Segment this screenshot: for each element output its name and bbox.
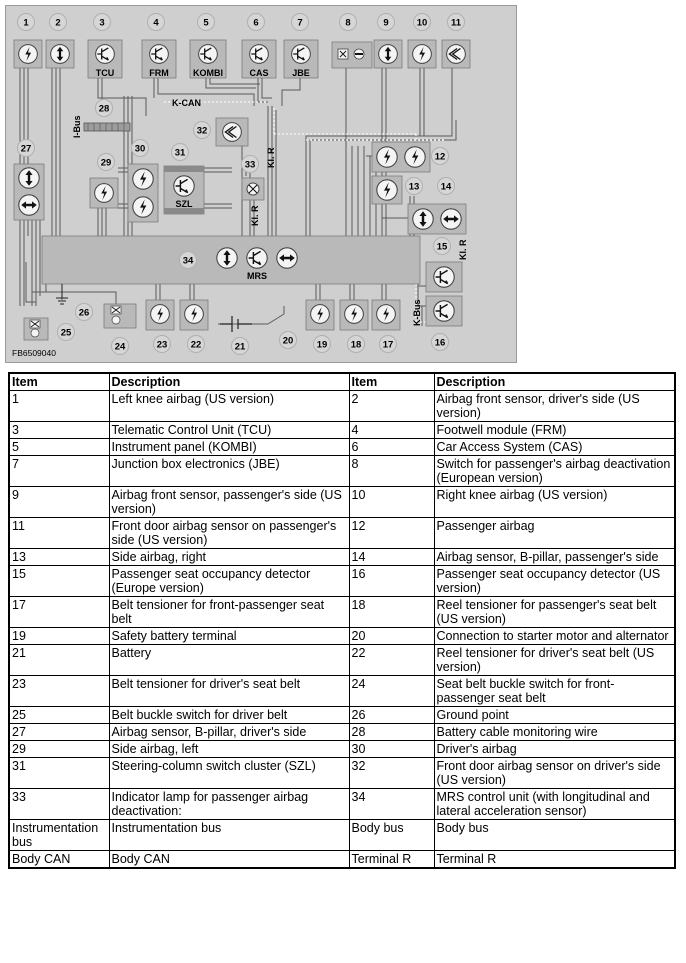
legend-item-number: 14	[349, 549, 434, 566]
callout-number: 6	[253, 17, 259, 29]
legend-description: Instrument panel (KOMBI)	[109, 439, 349, 456]
callout-number: 10	[416, 17, 428, 29]
passenger-reel-tensioner-icon	[345, 305, 364, 324]
callout-number: 9	[383, 17, 389, 29]
legend-item-number: 32	[349, 758, 434, 789]
legend-description: Battery	[109, 645, 349, 676]
frm-label: FRM	[149, 68, 169, 78]
legend-description: Right knee airbag (US version)	[434, 487, 675, 518]
kombi-label: KOMBI	[193, 68, 223, 78]
legend-item-number: 5	[9, 439, 109, 456]
kombi-icon	[199, 45, 218, 64]
ground-point-icon	[56, 284, 68, 304]
legend-item-number: 21	[9, 645, 109, 676]
legend-description: Airbag sensor, B-pillar, passenger's side	[434, 549, 675, 566]
legend-item-number: 8	[349, 456, 434, 487]
mrs-control-unit	[42, 236, 420, 284]
legend-description: Steering-column switch cluster (SZL)	[109, 758, 349, 789]
legend-item-number: 7	[9, 456, 109, 487]
legend-description: Footwell module (FRM)	[434, 422, 675, 439]
legend-description: Airbag front sensor, passenger's side (US version)	[109, 487, 349, 518]
legend-item-number: 17	[9, 597, 109, 628]
callout-number: 1	[23, 17, 29, 29]
table-row	[9, 597, 675, 628]
callout-number: 16	[434, 337, 446, 349]
legend-item-number: 31	[9, 758, 109, 789]
legend-item-number: 18	[349, 597, 434, 628]
passenger-airbag-1-icon	[377, 147, 397, 167]
table-row	[9, 422, 675, 439]
legend-item-number: 29	[9, 741, 109, 758]
frm-icon	[150, 45, 169, 64]
callout-number: 15	[436, 241, 448, 253]
legend-item-number: 25	[9, 707, 109, 724]
cas-label: CAS	[249, 68, 269, 78]
callout-number: 18	[350, 339, 362, 351]
table-row	[9, 549, 675, 566]
battery-cable-monitor	[84, 123, 130, 131]
callout-number: 11	[450, 17, 462, 29]
table-row	[9, 518, 675, 549]
legend-description: Belt buckle switch for driver belt	[109, 707, 349, 724]
table-row	[9, 628, 675, 645]
szl-label: SZL	[175, 199, 193, 209]
legend-description: Reel tensioner for driver's seat belt (US version)	[434, 645, 675, 676]
legend-description: Airbag sensor, B-pillar, driver's side	[109, 724, 349, 741]
legend-description: Connection to starter motor and alternator	[434, 628, 675, 645]
k-can-label: K-CAN	[172, 98, 201, 108]
jbe-icon	[292, 45, 311, 64]
callout-number: 8	[345, 17, 351, 29]
b-pillar-sensor-passenger-lat-icon	[441, 209, 461, 229]
callout-number: 17	[382, 339, 394, 351]
legend-item-number: 15	[9, 566, 109, 597]
right-knee-airbag-icon	[413, 45, 432, 64]
passenger-airbag-2-icon	[405, 147, 425, 167]
header-description-2: Description	[434, 373, 675, 391]
legend-item-number: 3	[9, 422, 109, 439]
callout-number: 22	[190, 339, 202, 351]
airbag-indicator-lamp-icon	[247, 183, 259, 195]
legend-description: Driver's airbag	[434, 741, 675, 758]
callout-number: 29	[100, 157, 112, 169]
cas-icon	[250, 45, 269, 64]
table-row	[9, 487, 675, 518]
mrs-lat-sensor-icon	[277, 248, 297, 268]
legend-item-number: 34	[349, 789, 434, 820]
front-sensor-passenger-icon	[379, 45, 398, 64]
legend-description: Passenger seat occupancy detector (Europe version)	[109, 566, 349, 597]
legend-item-number: 6	[349, 439, 434, 456]
b-pillar-sensor-driver-long-icon	[19, 168, 39, 188]
legend-description: Body CAN	[109, 851, 349, 869]
legend-item-number: 30	[349, 741, 434, 758]
k-bus-label: K-Bus	[412, 299, 422, 326]
front-sensor-driver-icon	[51, 45, 70, 64]
callout-number: 30	[134, 143, 146, 155]
seat-occupancy-us-icon	[434, 301, 454, 321]
callout-number: 32	[196, 125, 208, 137]
b-pillar-sensor-driver-lat-icon	[19, 195, 39, 215]
legend-description: MRS control unit (with longitudinal and lateral acceleration sensor)	[434, 789, 675, 820]
legend-description: Passenger seat occupancy detector (US version)	[434, 566, 675, 597]
legend-description: Safety battery terminal	[109, 628, 349, 645]
table-row	[9, 724, 675, 741]
legend-description: Airbag front sensor, driver's side (US version)	[434, 391, 675, 422]
table-row	[9, 391, 675, 422]
legend-item-number: 23	[9, 676, 109, 707]
callout-number: 3	[99, 17, 105, 29]
legend-description: Left knee airbag (US version)	[109, 391, 349, 422]
legend-item-number: 13	[9, 549, 109, 566]
callout-number: 33	[244, 159, 256, 171]
jbe-label: JBE	[292, 68, 310, 78]
legend-description: Front door airbag sensor on driver's side (US version)	[434, 758, 675, 789]
legend-body	[9, 391, 675, 869]
legend-item-number: 19	[9, 628, 109, 645]
table-row	[9, 789, 675, 820]
szl-icon	[174, 176, 194, 196]
header-item-2: Item	[349, 373, 434, 391]
legend-item-number: 16	[349, 566, 434, 597]
legend-item-number: 9	[9, 487, 109, 518]
mrs-long-sensor-icon	[217, 248, 237, 268]
legend-item-number: 10	[349, 487, 434, 518]
table-row	[9, 676, 675, 707]
wiring-diagram-canvas	[6, 6, 518, 364]
legend-description: Terminal R	[434, 851, 675, 869]
mrs-unit-icon	[247, 248, 267, 268]
legend-item-number: 12	[349, 518, 434, 549]
legend-description: Telematic Control Unit (TCU)	[109, 422, 349, 439]
table-row	[9, 566, 675, 597]
legend-item-number: Body bus	[349, 820, 434, 851]
top-row-components	[14, 40, 470, 78]
passenger-belt-tensioner-icon	[377, 305, 396, 324]
tcu-label: TCU	[95, 68, 115, 78]
callout-number: 28	[98, 103, 110, 115]
callout-number: 21	[234, 341, 246, 353]
legend-table	[8, 372, 676, 869]
legend-description: Belt tensioner for driver's seat belt	[109, 676, 349, 707]
side-airbag-left-icon	[95, 184, 114, 203]
table-row	[9, 851, 675, 869]
legend-item-number: 4	[349, 422, 434, 439]
legend-item-number: 26	[349, 707, 434, 724]
callout-number: 31	[174, 147, 186, 159]
legend-description: Front door airbag sensor on passenger's side (US version)	[109, 518, 349, 549]
callout-number: 5	[203, 17, 209, 29]
legend-description: Seat belt buckle switch for front-passenger seat belt	[434, 676, 675, 707]
callout-number: 20	[282, 335, 294, 347]
legend-item-number: 22	[349, 645, 434, 676]
kl-r-label-top: Kl. R	[266, 147, 276, 168]
table-row	[9, 741, 675, 758]
legend-item-number: 20	[349, 628, 434, 645]
header-item-1: Item	[9, 373, 109, 391]
legend-item-number: 11	[9, 518, 109, 549]
legend-item-number: 28	[349, 724, 434, 741]
driver-reel-tensioner-icon	[185, 305, 204, 324]
table-row	[9, 456, 675, 487]
wiring-diagram	[5, 5, 517, 363]
callout-number: 26	[78, 307, 90, 319]
driver-belt-tensioner-icon	[151, 305, 170, 324]
legend-item-number: 24	[349, 676, 434, 707]
legend-description: Belt tensioner for front-passenger seat belt	[109, 597, 349, 628]
legend-item-number: 2	[349, 391, 434, 422]
callout-number: 19	[316, 339, 328, 351]
callout-number: 14	[440, 181, 452, 193]
b-pillar-sensor-passenger-long-icon	[413, 209, 433, 229]
safety-battery-terminal-icon	[311, 305, 330, 324]
legend-description: Side airbag, right	[109, 549, 349, 566]
left-knee-airbag-icon	[19, 45, 38, 64]
table-row	[9, 820, 675, 851]
i-bus-label: I-Bus	[72, 115, 82, 138]
kl-r-label-right: Kl. R	[458, 239, 468, 260]
legend-item-number: 27	[9, 724, 109, 741]
callout-number: 2	[55, 17, 61, 29]
callout-number: 23	[156, 339, 168, 351]
callout-number: 4	[153, 17, 159, 29]
legend-description: Reel tensioner for passenger's seat belt (US version)	[434, 597, 675, 628]
callout-number: 24	[114, 341, 126, 353]
tcu-icon	[96, 45, 115, 64]
legend-description: Instrumentation bus	[109, 820, 349, 851]
door-sensor-driver-icon	[223, 123, 242, 142]
legend-item-number: Instrumentation bus	[9, 820, 109, 851]
legend-header-row	[9, 373, 675, 391]
callout-number: 27	[20, 143, 32, 155]
legend-description: Switch for passenger's airbag deactivation (European version)	[434, 456, 675, 487]
table-row	[9, 645, 675, 676]
legend-description: Ground point	[434, 707, 675, 724]
mrs-label: MRS	[247, 271, 267, 281]
figure-code: FB6509040	[12, 348, 56, 358]
legend-description: Side airbag, left	[109, 741, 349, 758]
kl-r-label-lamp: Kl. R	[250, 205, 260, 226]
drivers-airbag-1-icon	[133, 169, 153, 189]
legend-description: Passenger airbag	[434, 518, 675, 549]
door-sensor-passenger-icon	[447, 45, 466, 64]
callout-number: 12	[434, 151, 446, 163]
legend-description: Battery cable monitoring wire	[434, 724, 675, 741]
legend-item-number: Body CAN	[9, 851, 109, 869]
legend-description: Indicator lamp for passenger airbag deactivation:	[109, 789, 349, 820]
legend-description: Body bus	[434, 820, 675, 851]
legend-description: Car Access System (CAS)	[434, 439, 675, 456]
legend-description: Junction box electronics (JBE)	[109, 456, 349, 487]
table-row	[9, 707, 675, 724]
table-row	[9, 758, 675, 789]
drivers-airbag-2-icon	[133, 197, 153, 217]
legend-item-number: 33	[9, 789, 109, 820]
callout-number: 34	[182, 255, 194, 267]
callout-number: 7	[297, 17, 303, 29]
table-row	[9, 439, 675, 456]
legend-item-number: Terminal R	[349, 851, 434, 869]
side-airbag-right-icon	[377, 180, 397, 200]
header-description-1: Description	[109, 373, 349, 391]
callout-number: 13	[408, 181, 420, 193]
callout-number: 25	[60, 327, 72, 339]
legend-item-number: 1	[9, 391, 109, 422]
seat-occupancy-eu-icon	[434, 267, 454, 287]
